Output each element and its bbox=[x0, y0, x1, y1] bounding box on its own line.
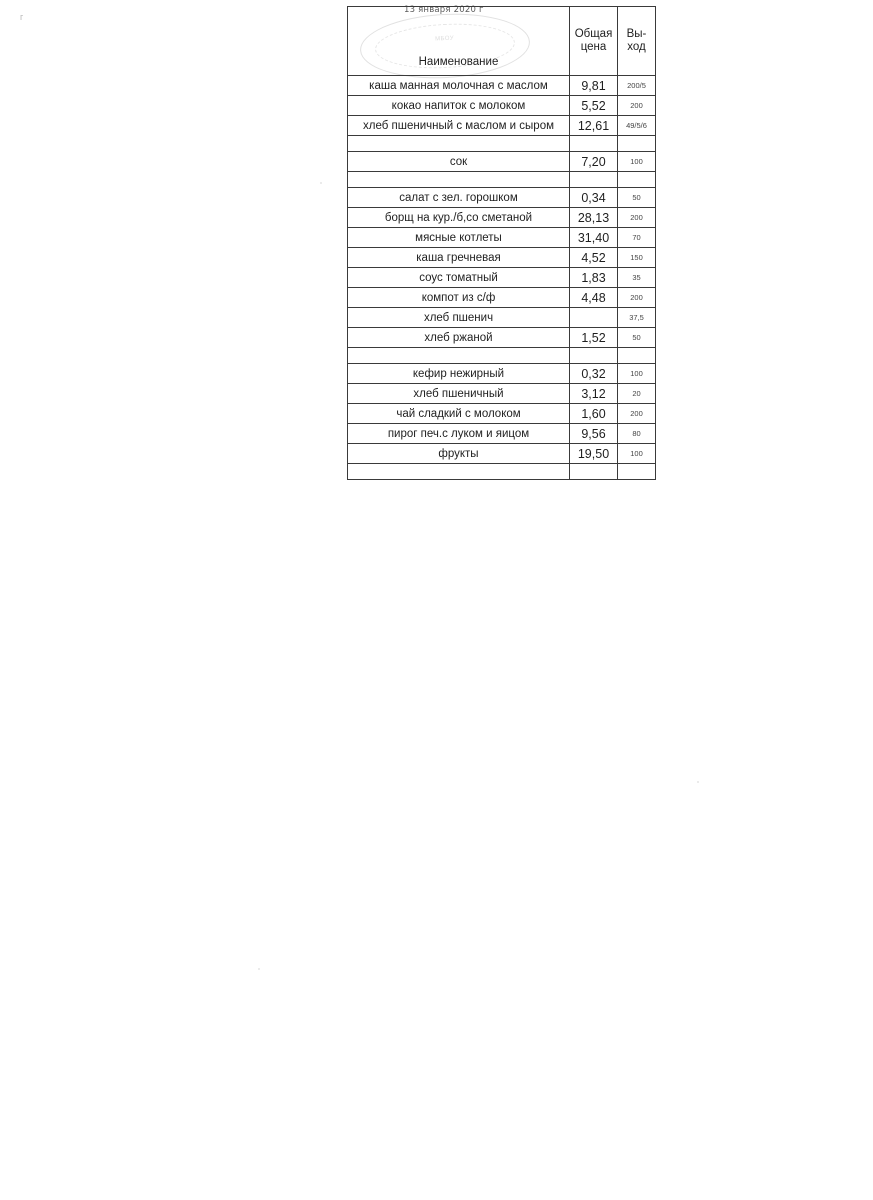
cell-price: 19,50 bbox=[570, 444, 618, 464]
column-header-price-line2: цена bbox=[580, 41, 607, 53]
cell-name: борщ на кур./б,со сметаной bbox=[348, 208, 570, 228]
column-header-name bbox=[348, 7, 570, 76]
table-row bbox=[348, 228, 656, 248]
cell-name: кефир нежирный bbox=[348, 364, 570, 384]
cell-output: 49/5/6 bbox=[618, 116, 656, 136]
cell-price bbox=[570, 136, 618, 152]
cell-output: 37,5 bbox=[618, 308, 656, 328]
column-header-name-label: Наименование bbox=[418, 55, 499, 68]
table-row bbox=[348, 308, 656, 328]
cell-output: 100 bbox=[618, 152, 656, 172]
column-header-price bbox=[570, 7, 618, 76]
table-row bbox=[348, 328, 656, 348]
cell-name: кокао напиток с молоком bbox=[348, 96, 570, 116]
table-row bbox=[348, 76, 656, 96]
cell-name bbox=[348, 136, 570, 152]
table-row bbox=[348, 348, 656, 364]
cell-name bbox=[348, 464, 570, 480]
document-date: 13 января 2020 г bbox=[404, 5, 484, 15]
table-header-row bbox=[348, 7, 656, 76]
cell-output bbox=[618, 464, 656, 480]
cell-price: 0,34 bbox=[570, 188, 618, 208]
cell-name: чай сладкий с молоком bbox=[348, 404, 570, 424]
table-row bbox=[348, 288, 656, 308]
cell-output bbox=[618, 348, 656, 364]
cell-output: 35 bbox=[618, 268, 656, 288]
column-header-output-line2: ход bbox=[627, 41, 646, 53]
cell-price bbox=[570, 348, 618, 364]
cell-name bbox=[348, 172, 570, 188]
cell-price: 12,61 bbox=[570, 116, 618, 136]
cell-price: 9,81 bbox=[570, 76, 618, 96]
table-row bbox=[348, 248, 656, 268]
cell-name: фрукты bbox=[348, 444, 570, 464]
corner-mark: г bbox=[20, 12, 24, 22]
cell-price: 1,83 bbox=[570, 268, 618, 288]
cell-price: 0,32 bbox=[570, 364, 618, 384]
cell-output: 80 bbox=[618, 424, 656, 444]
cell-name: каша гречневая bbox=[348, 248, 570, 268]
cell-price: 28,13 bbox=[570, 208, 618, 228]
table-row bbox=[348, 384, 656, 404]
cell-price bbox=[570, 308, 618, 328]
cell-price bbox=[570, 464, 618, 480]
scan-speckle bbox=[320, 182, 322, 184]
table-row bbox=[348, 116, 656, 136]
table-row bbox=[348, 208, 656, 228]
cell-output: 200 bbox=[618, 208, 656, 228]
cell-output: 50 bbox=[618, 328, 656, 348]
cell-output: 200 bbox=[618, 404, 656, 424]
cell-output: 200/5 bbox=[618, 76, 656, 96]
cell-name: соус томатный bbox=[348, 268, 570, 288]
cell-output: 100 bbox=[618, 444, 656, 464]
table-row bbox=[348, 152, 656, 172]
table-row bbox=[348, 268, 656, 288]
column-header-price-line1: Общая bbox=[574, 27, 613, 40]
cell-name bbox=[348, 348, 570, 364]
table-row bbox=[348, 424, 656, 444]
cell-name: компот из с/ф bbox=[348, 288, 570, 308]
cell-price bbox=[570, 172, 618, 188]
column-header-output-line1: Вы- bbox=[626, 27, 647, 40]
cell-name: хлеб пшеничный с маслом и сыром bbox=[348, 116, 570, 136]
table-row bbox=[348, 136, 656, 152]
cell-output bbox=[618, 136, 656, 152]
stamp-text: МБОУ bbox=[435, 35, 455, 43]
cell-name: сок bbox=[348, 152, 570, 172]
cell-price: 4,52 bbox=[570, 248, 618, 268]
table-row bbox=[348, 404, 656, 424]
table-row bbox=[348, 96, 656, 116]
cell-price: 4,48 bbox=[570, 288, 618, 308]
cell-output: 20 bbox=[618, 384, 656, 404]
cell-price: 7,20 bbox=[570, 152, 618, 172]
cell-price: 1,52 bbox=[570, 328, 618, 348]
scan-speckle bbox=[697, 781, 699, 783]
cell-name: хлеб пшенич bbox=[348, 308, 570, 328]
cell-output: 50 bbox=[618, 188, 656, 208]
table-row bbox=[348, 464, 656, 480]
cell-price: 3,12 bbox=[570, 384, 618, 404]
cell-price: 1,60 bbox=[570, 404, 618, 424]
cell-name: хлеб ржаной bbox=[348, 328, 570, 348]
table-row bbox=[348, 444, 656, 464]
cell-name: пирог печ.с луком и яицом bbox=[348, 424, 570, 444]
table-row bbox=[348, 188, 656, 208]
table-row bbox=[348, 172, 656, 188]
cell-output: 100 bbox=[618, 364, 656, 384]
cell-name: хлеб пшеничный bbox=[348, 384, 570, 404]
cell-name: каша манная молочная с маслом bbox=[348, 76, 570, 96]
cell-name: мясные котлеты bbox=[348, 228, 570, 248]
cell-output: 200 bbox=[618, 96, 656, 116]
cell-output: 150 bbox=[618, 248, 656, 268]
column-header-output bbox=[618, 7, 656, 76]
cell-price: 9,56 bbox=[570, 424, 618, 444]
table-row bbox=[348, 364, 656, 384]
cell-price: 31,40 bbox=[570, 228, 618, 248]
cell-output: 70 bbox=[618, 228, 656, 248]
menu-table bbox=[347, 6, 656, 480]
cell-output: 200 bbox=[618, 288, 656, 308]
cell-output bbox=[618, 172, 656, 188]
scan-speckle bbox=[258, 968, 260, 970]
cell-name: салат с зел. горошком bbox=[348, 188, 570, 208]
table-body bbox=[348, 76, 656, 480]
cell-price: 5,52 bbox=[570, 96, 618, 116]
